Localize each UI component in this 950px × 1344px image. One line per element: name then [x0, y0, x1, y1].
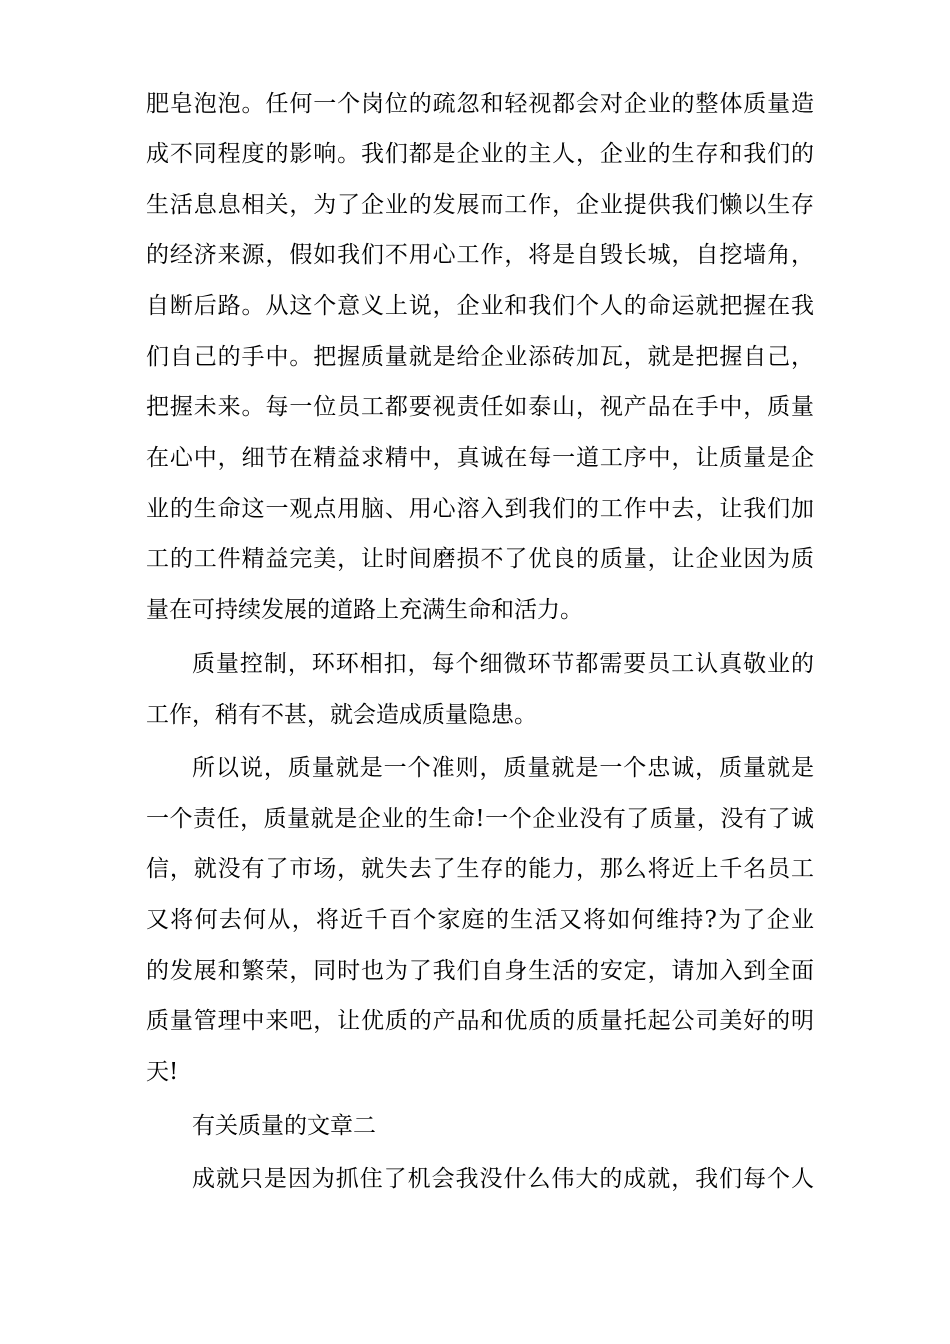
text-line: 信，就没有了市场，就失去了生存的能力，那么将近上千名员工 — [146, 856, 814, 882]
text-line: 质量控制，环环相扣，每个细微环节都需要员工认真敬业的 — [192, 651, 814, 677]
text-line: 天! — [146, 1059, 179, 1085]
text-line: 生活息息相关，为了企业的发展而工作，企业提供我们懒以生存 — [146, 192, 814, 218]
text-line: 的经济来源，假如我们不用心工作，将是自毁长城，自挖墙角， — [146, 242, 814, 268]
text-line: 有关质量的文章二 — [192, 1113, 376, 1139]
text-line: 所以说，质量就是一个准则，质量就是一个忠诚，质量就是 — [192, 755, 814, 781]
text-line: 一个责任，质量就是企业的生命!一个企业没有了质量，没有了诚 — [146, 806, 814, 832]
text-line: 把握未来。每一位员工都要视责任如泰山，视产品在手中，质量 — [146, 394, 814, 420]
text-line: 们自己的手中。把握质量就是给企业添砖加瓦，就是把握自己， — [146, 344, 814, 370]
text-line: 成不同程度的影响。我们都是企业的主人，企业的生存和我们的 — [146, 141, 814, 167]
text-line: 工的工件精益完美，让时间磨损不了优良的质量，让企业因为质 — [146, 546, 814, 572]
text-line: 质量管理中来吧，让优质的产品和优质的质量托起公司美好的明 — [146, 1008, 814, 1034]
text-line: 业的生命这一观点用脑、用心溶入到我们的工作中去，让我们加 — [146, 496, 814, 522]
text-line: 自断后路。从这个意义上说，企业和我们个人的命运就把握在我 — [146, 293, 814, 319]
text-line: 又将何去何从，将近千百个家庭的生活又将如何维持?为了企业 — [146, 907, 814, 933]
text-line: 的发展和繁荣，同时也为了我们自身生活的安定，请加入到全面 — [146, 958, 814, 984]
text-line: 工作，稍有不甚，就会造成质量隐患。 — [146, 702, 537, 728]
text-line: 肥皂泡泡。任何一个岗位的疏忽和轻视都会对企业的整体质量造 — [146, 91, 814, 117]
text-line: 量在可持续发展的道路上充满生命和活力。 — [146, 597, 583, 623]
text-line: 在心中，细节在精益求精中，真诚在每一道工序中，让质量是企 — [146, 445, 814, 471]
text-line: 成就只是因为抓住了机会我没什么伟大的成就，我们每个人 — [192, 1166, 814, 1192]
